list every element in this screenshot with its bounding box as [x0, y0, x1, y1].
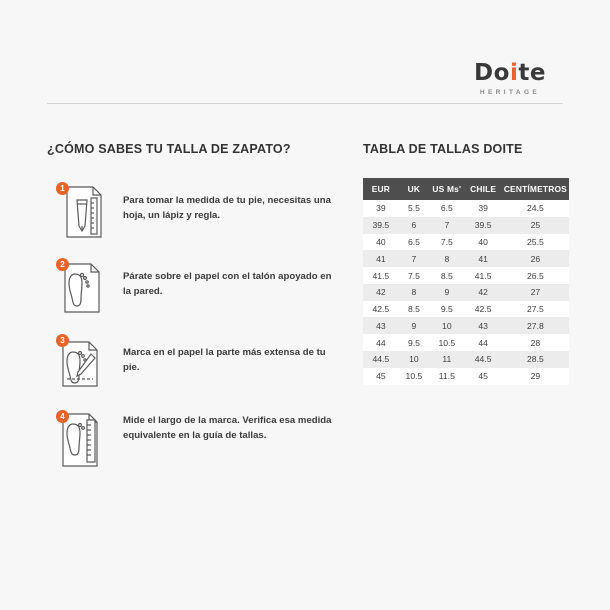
column-header-cm: CENTÍMETROS — [502, 178, 569, 200]
cell-uk: 5.5 — [399, 200, 429, 217]
cell-cm: 27 — [502, 284, 569, 301]
brand-tagline: HERITAGE — [479, 89, 541, 96]
instructions-section — [47, 142, 337, 486]
cell-us: 7.5 — [429, 234, 464, 251]
column-header-eur: EUR — [363, 178, 399, 200]
cell-uk: 6 — [399, 217, 429, 234]
size-table-section — [363, 142, 569, 385]
step-number-badge: 2 — [56, 258, 69, 271]
cell-eur: 44 — [363, 334, 399, 351]
cell-eur: 40 — [363, 234, 399, 251]
cell-eur: 39.5 — [363, 217, 399, 234]
table-row — [363, 317, 569, 334]
table-row — [363, 250, 569, 267]
instruction-step — [47, 258, 337, 318]
cell-cm: 25.5 — [502, 234, 569, 251]
step-text: Mide el largo de la marca. Verifica esa medida equivalente en la guía de tallas. — [123, 415, 332, 441]
cell-eur: 39 — [363, 200, 399, 217]
cell-chile: 44 — [465, 334, 502, 351]
cell-eur: 44.5 — [363, 351, 399, 368]
cell-eur: 41 — [363, 250, 399, 267]
table-row — [363, 200, 569, 217]
cell-us: 9.5 — [429, 301, 464, 318]
cell-us: 6.5 — [429, 200, 464, 217]
cell-us: 8.5 — [429, 267, 464, 284]
cell-chile: 41.5 — [465, 267, 502, 284]
brand-name-accent: i — [509, 60, 519, 86]
instruction-step — [47, 182, 337, 242]
cell-chile: 39.5 — [465, 217, 502, 234]
cell-uk: 8 — [399, 284, 429, 301]
cell-chile: 42.5 — [465, 301, 502, 318]
step-text: Párate sobre el papel con el talón apoyado en la pared. — [123, 271, 332, 297]
cell-cm: 24.5 — [502, 200, 569, 217]
cell-eur: 45 — [363, 368, 399, 385]
cell-chile: 44.5 — [465, 351, 502, 368]
cell-uk: 9 — [399, 317, 429, 334]
table-row — [363, 267, 569, 284]
cell-us: 10.5 — [429, 334, 464, 351]
cell-eur: 43 — [363, 317, 399, 334]
header-divider — [47, 103, 563, 104]
table-row — [363, 301, 569, 318]
brand-name-part1: Do — [474, 60, 510, 86]
cell-cm: 26.5 — [502, 267, 569, 284]
cell-eur: 42.5 — [363, 301, 399, 318]
cell-cm: 26 — [502, 250, 569, 267]
cell-us: 10 — [429, 317, 464, 334]
cell-us: 11.5 — [429, 368, 464, 385]
cell-chile: 41 — [465, 250, 502, 267]
cell-chile: 45 — [465, 368, 502, 385]
instruction-step — [47, 334, 337, 394]
cell-chile: 42 — [465, 284, 502, 301]
step-number-badge: 3 — [56, 334, 69, 347]
brand-logo — [450, 62, 570, 96]
cell-chile: 40 — [465, 234, 502, 251]
cell-cm: 29 — [502, 368, 569, 385]
column-header-uk: UK — [399, 178, 429, 200]
cell-uk: 6.5 — [399, 234, 429, 251]
cell-cm: 27.5 — [502, 301, 569, 318]
table-row — [363, 351, 569, 368]
table-row — [363, 217, 569, 234]
cell-uk: 7.5 — [399, 267, 429, 284]
brand-name — [450, 62, 570, 85]
cell-us: 8 — [429, 250, 464, 267]
table-header-row — [363, 178, 569, 200]
cell-us: 9 — [429, 284, 464, 301]
brand-name-part2: te — [518, 60, 546, 86]
step-number-badge: 1 — [56, 182, 69, 195]
instruction-step — [47, 410, 337, 470]
cell-eur: 42 — [363, 284, 399, 301]
step-text: Marca en el papel la parte más extensa de tu pie. — [123, 347, 326, 373]
table-row — [363, 368, 569, 385]
cell-chile: 43 — [465, 317, 502, 334]
cell-uk: 8.5 — [399, 301, 429, 318]
column-header-us: US Ms' — [429, 178, 464, 200]
cell-us: 7 — [429, 217, 464, 234]
cell-chile: 39 — [465, 200, 502, 217]
cell-eur: 41.5 — [363, 267, 399, 284]
table-body — [363, 200, 569, 385]
cell-uk: 10 — [399, 351, 429, 368]
table-row — [363, 284, 569, 301]
size-table — [363, 178, 569, 385]
step-text: Para tomar la medida de tu pie, necesitas una hoja, un lápiz y regla. — [123, 195, 331, 221]
cell-cm: 25 — [502, 217, 569, 234]
cell-cm: 28 — [502, 334, 569, 351]
table-row — [363, 234, 569, 251]
cell-uk: 10.5 — [399, 368, 429, 385]
cell-cm: 27.8 — [502, 317, 569, 334]
step-number-badge: 4 — [56, 410, 69, 423]
cell-us: 11 — [429, 351, 464, 368]
table-row — [363, 334, 569, 351]
column-header-chile: CHILE — [465, 178, 502, 200]
cell-cm: 28.5 — [502, 351, 569, 368]
cell-uk: 7 — [399, 250, 429, 267]
instructions-title: ¿CÓMO SABES TU TALLA DE ZAPATO? — [47, 142, 291, 156]
cell-uk: 9.5 — [399, 334, 429, 351]
size-table-title: TABLA DE TALLAS DOITE — [363, 142, 523, 156]
